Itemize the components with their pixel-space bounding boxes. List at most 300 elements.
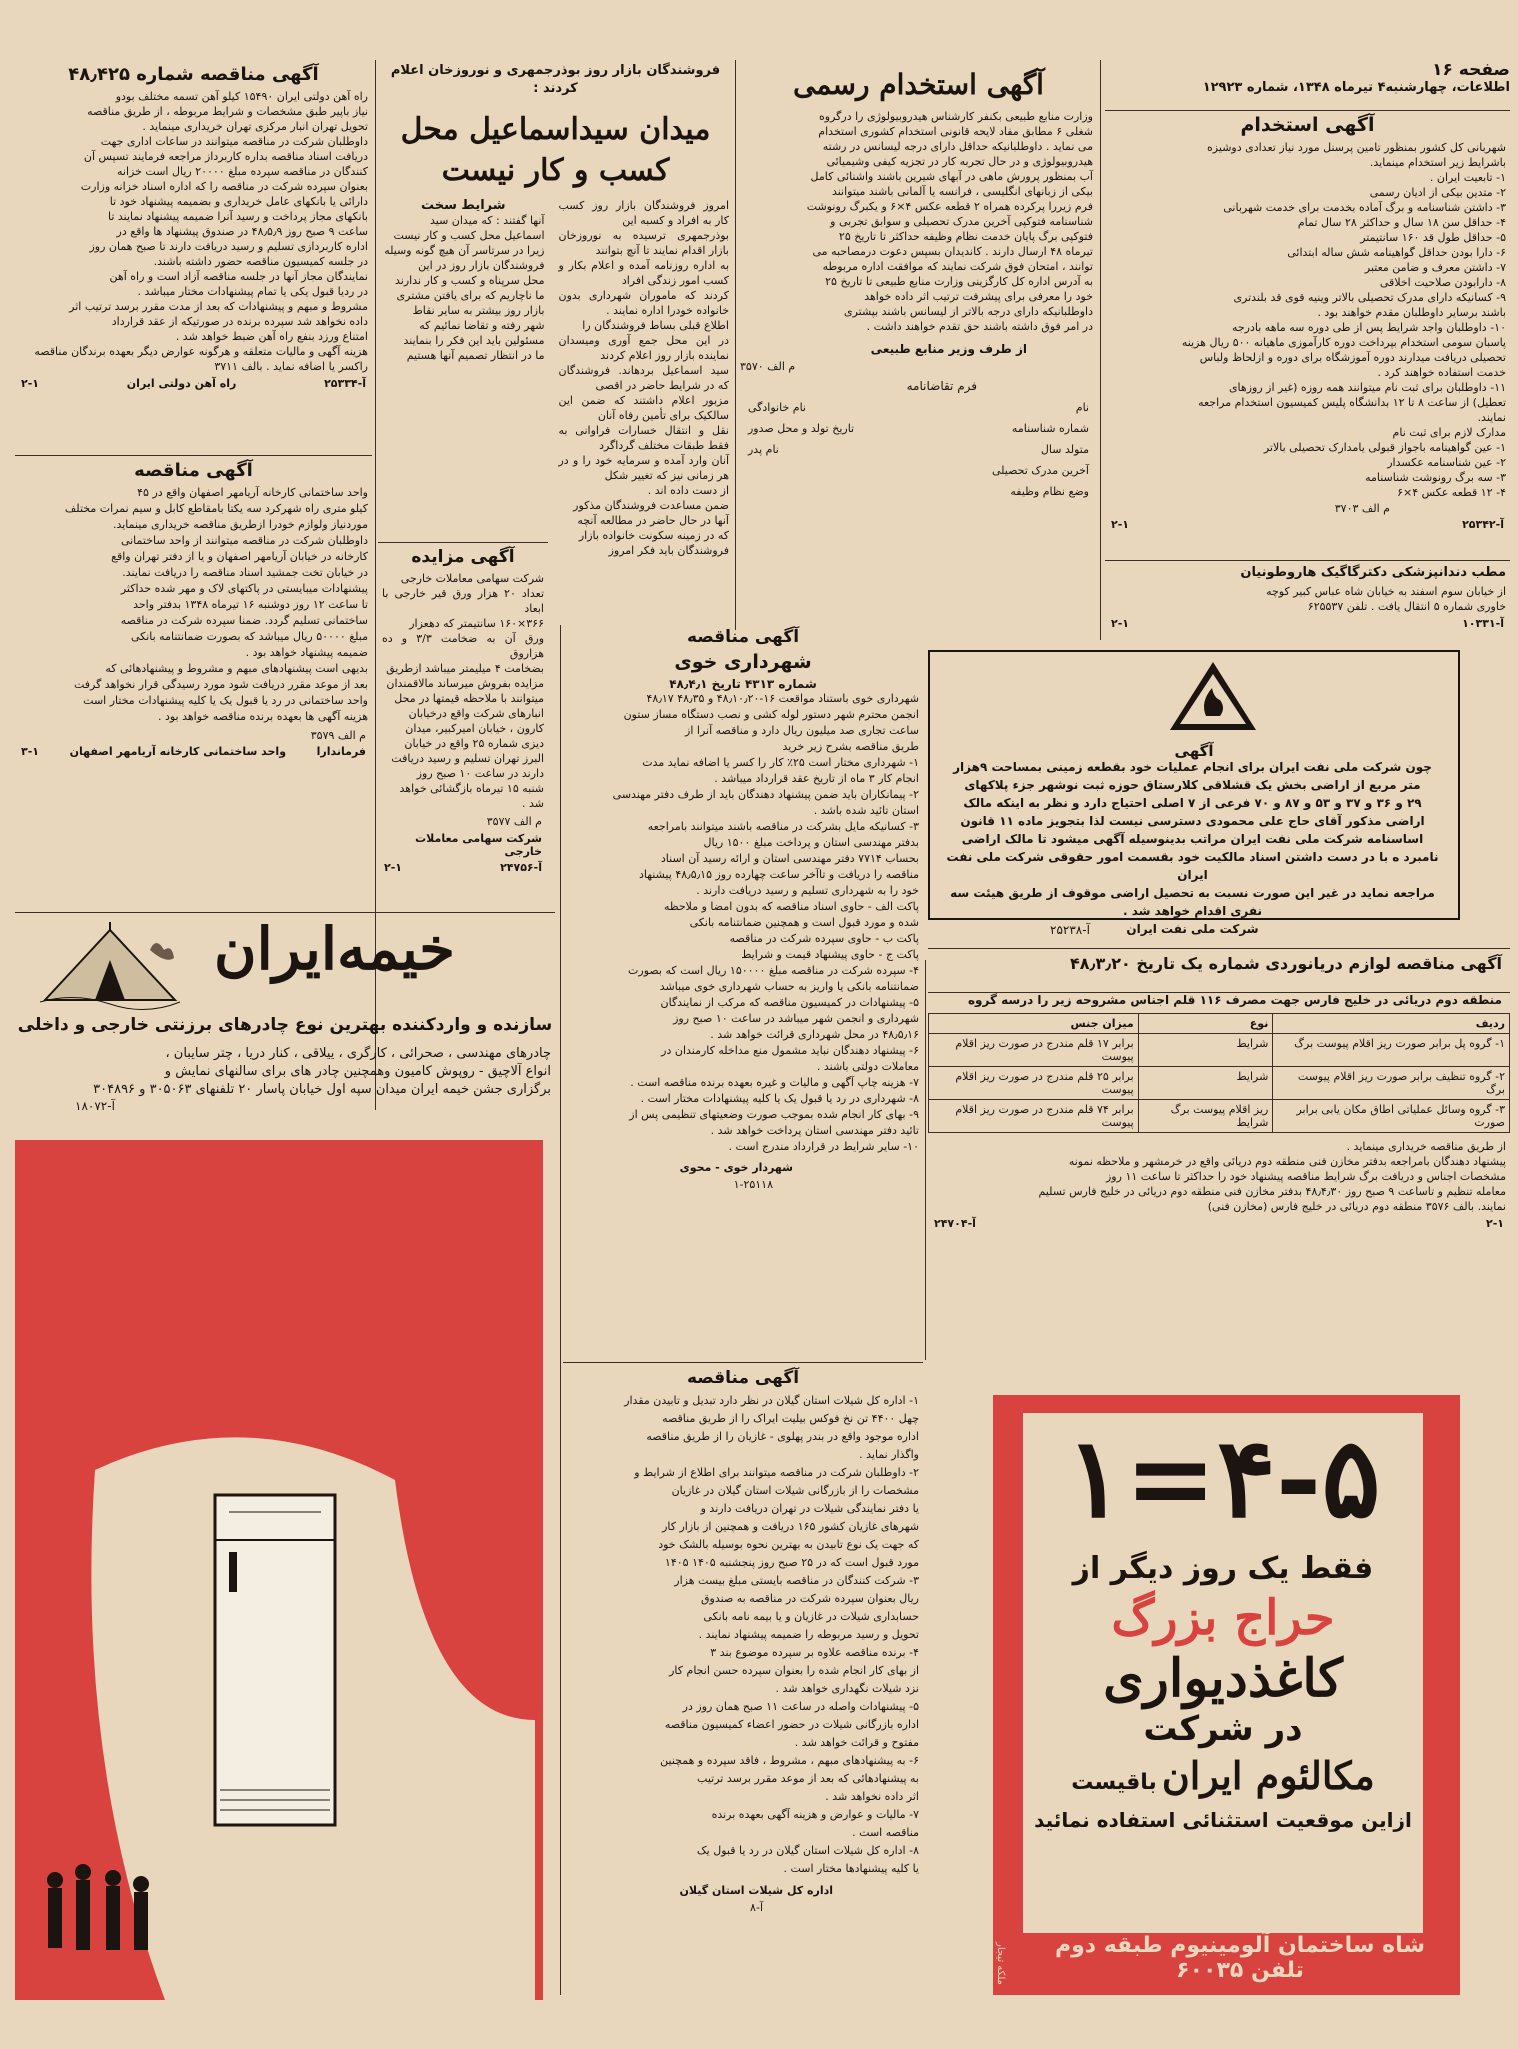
- table-header-cell: ردیف: [1273, 1014, 1510, 1034]
- gilan-line: به پیشنهادهائی که بعد از موعد مقرر برسد ترتیب: [697, 1772, 919, 1785]
- sale-line-2: حراج بزرگ: [1111, 1590, 1335, 1646]
- khoy-code: ۱-۲۵۱۱۸: [733, 1178, 773, 1191]
- official-hire-line: فتوکپی برگ پایان خدمت نظام وظیفه حداکثر تا تاریخ ۲۵: [838, 230, 1093, 243]
- hire-ad-line: خدمت استفاده خواهند کرد .: [1377, 366, 1506, 379]
- table-cell: برابر ۷۴ قلم مندرج در صورت ریز اقلام پیوست: [929, 1100, 1139, 1133]
- gilan-line: مناقصه است .: [852, 1826, 919, 1839]
- auction-title: آگهی مزایده: [378, 542, 548, 567]
- hire-ad-line: ۹- کسانیکه دارای مدرک تحصیلی بالاتر وینیه قوی قد بلندتری: [1233, 291, 1506, 304]
- hire-ad-footer-right: آ-۲۵۳۴۲: [1462, 518, 1504, 531]
- page-number: صفحه ۱۶: [1432, 60, 1510, 80]
- form-field-label: آخرین مدرک تحصیلی: [991, 464, 1089, 477]
- oil-company-logo: [1168, 660, 1258, 732]
- tent-line: چادرهای مهندسی ، صحرائی ، کارگری ، ییلاقی ، کنار دریا ، چتر سایبان ،: [165, 1046, 551, 1061]
- gilan-line: از بهای کار انجام شده را بعنوان سپرده حسن انجام کار: [669, 1664, 919, 1677]
- naval-items-table: [928, 1013, 1510, 1133]
- khoy-line: شهرداری خوی باستناد مواقعت ۱۶-۴۸٫۱۰٫۲۰ و ۴۸٫۳۵ ۴۸٫۱۷: [646, 692, 919, 705]
- gilan-line: ریال بعنوان سپرده شرکت در مناقصه به صندوق: [701, 1592, 919, 1605]
- form-field-label: وضع نظام وظیفه: [1010, 485, 1089, 498]
- khoy-line: ضمانتنامه بانکی یا واریز به حساب شهرداری خوی میباشد: [659, 980, 919, 993]
- flame-logo-icon: [1168, 660, 1258, 732]
- form-field-label: نام پدر: [748, 443, 779, 456]
- column-rule-1: [1100, 60, 1101, 640]
- naval-title: آگهی مناقصه لوازم دریانوردی شماره یک تاریخ ۴۸٫۳٫۲۰: [1069, 954, 1502, 973]
- naval-outro-line: از طریق مناقصه خریداری مینماید .: [1346, 1140, 1506, 1153]
- bazaar-line: مسئولین باید این فکر را بنمایند: [403, 334, 545, 347]
- hire-ad-line: ۱- عین گواهینامه باجواز قبولی یامدارک تحصیلی بالاتر: [1263, 441, 1506, 454]
- railway-tender-sign: راه آهن دولتی ایران: [126, 377, 237, 390]
- official-hire-sign: از طرف وزیر منابع طبیعی: [870, 342, 1027, 356]
- naval-footer-left: ۲-۱: [1486, 1217, 1504, 1230]
- hire-ad-natural-resources: [740, 62, 1097, 622]
- railway-tender-line: اداره کاربردازی تسلیم و رسید دریافت دارند تا صبح همان روز: [89, 240, 368, 253]
- bazaar-article: [378, 62, 733, 622]
- khoy-body: [567, 691, 919, 1155]
- table-cell: ۳- گروه وسائل عملیاتی اطاق مکان یابی برابر صورت: [1273, 1100, 1510, 1133]
- oil-notice-body: [935, 758, 1450, 938]
- auction-line: دیزی شماره ۲۵ واقع در خیابان: [404, 737, 544, 750]
- bazaar-line: از دست داده اند .: [647, 484, 729, 497]
- rule: [1105, 560, 1510, 561]
- bazaar-line: آنان وارد آمده و سرمایه خود را و در هر زمانی نیز که تغییر شکل: [558, 454, 729, 482]
- isfahan-tender-sign: واحد ساختمانی کارخانه آریامهر اصفهان: [69, 745, 287, 758]
- hire-ad-police: [1105, 112, 1510, 557]
- sale-side: ملکه تیجار: [995, 1942, 1006, 1985]
- hire-ad-line: ۷- داشتن معرف و ضامن معتبر: [1364, 261, 1506, 274]
- table-row: [929, 1067, 1510, 1100]
- oil-notice-line: چون شرکت ملی نفت ایران برای انجام عملیات خود بقطعه زمینی بمساحت ۹هزار: [953, 760, 1432, 774]
- form-field-label: نام خانوادگی: [748, 401, 806, 414]
- official-hire-line: خود را معرفی برای پیشرفت ترتیب اثر داده خواهد: [864, 290, 1093, 303]
- gilan-line: مورد قبول است که در ۲۵ صبح روز پنجشنبه ۱۴۰۵ ۱۴۰۵: [664, 1556, 919, 1569]
- table-cell: برابر ۱۷ قلم مندرج در صورت ریز اقلام پیوست: [929, 1034, 1139, 1067]
- column-rule-4: [560, 625, 561, 1995]
- oil-notice-line: اراضی مذکور آقای حاج علی محمودی دسترسی نیست لذا بتجویز ماده ۱۱ قانون: [960, 814, 1425, 828]
- khoy-line: ۲- پیمانکاران باید ضمن پیشنهاد دهندگان باید از طرف دفتر مهندسی: [612, 788, 919, 801]
- khoy-line: ۵- پیشنهادات در کمیسیون مناقصه که مرکب از نمایندگان: [660, 996, 919, 1009]
- sale-line-3: کاغذدیواری: [1103, 1648, 1343, 1709]
- header-rule: [1105, 110, 1510, 111]
- auction-line: بضخامت ۴ میلیمتر میباشد ازطریق: [386, 662, 544, 675]
- khoy-line: پاکت ب - حاوی سپرده شرکت در مناقصه: [729, 932, 919, 945]
- isfahan-tender-line: مبلغ ۵۰۰۰۰ ریال میباشد که بصورت ضمانتنامه بانکی: [130, 630, 368, 643]
- railway-tender-line: بعنوان سپرده شرکت در مناقصه را که اداره اسناد خزانه وزارت: [80, 180, 368, 193]
- oil-notice-line: نامبرد ه با در دست داشتن اسناد مالکیت خود بقسمت امور حقوقی شرکت ملی نفت ایران: [946, 850, 1439, 882]
- rule: [15, 912, 555, 913]
- railway-tender-line: امتناع ورزد بنفع راه آهن ضبط خواهد شد .: [175, 330, 368, 343]
- khoy-line: ۱- شهرداری مختار است ۲۵٪ کار را کسر یا اضافه نماید مدت: [642, 756, 919, 769]
- gilan-line: تحویل و رسید مربوطه را ضمیمه پیشنهاد نمایند .: [698, 1628, 919, 1641]
- table-header-row: [929, 1014, 1510, 1034]
- auction-line: تعداد ۲۰ هزار ورق قیر خارجی با ابعاد: [382, 587, 545, 615]
- table-cell: برابر ۲۵ قلم مندرج در صورت ریز اقلام پیوست: [929, 1067, 1139, 1100]
- isfahan-tender-line: کارخانه در خیابان آریامهر اصفهان و یا از دفتر تهران واقع: [111, 550, 368, 563]
- isfahan-tender-footer-left: ۳-۱: [21, 745, 40, 758]
- bazaar-line: اطلاع قبلی بساط فروشندگان را: [582, 319, 729, 332]
- official-hire-line: بیکی از زبانهای انگلیسی ، فرانسه یا آلمانی باشند میتوانند: [831, 185, 1093, 198]
- hire-ad-line: ۸- دارابودن صلاحیت اخلاقی: [1379, 276, 1506, 289]
- naval-outro-line: معامله تنظیم و تاساعت ۹ صبح روز ۴۸٫۴٫۳۰ بدفتر مخازن فنی منطقه دوم دریائی در خلیج فارس تسلیم: [1038, 1185, 1506, 1198]
- rule: [563, 1362, 923, 1363]
- tent-line: برگزاری جشن خیمه ایران میدان سپه اول خیابان پاسار ۲۰ تلفنهای ۳۰۵۰۶۳ و ۳۰۴۸۹۶: [93, 1082, 551, 1097]
- gilan-line: شهرهای غازیان کشور ۱۶۵ دریافت و همچنین از بازار کار: [662, 1520, 919, 1533]
- form-row: [748, 443, 1089, 456]
- railway-tender-line: تحویل تهران انبار مرکزی تهران خریداری مینماید .: [142, 120, 368, 133]
- railway-tender: [15, 62, 372, 452]
- bazaar-headline-1: میدان سیداسماعیل محل: [400, 112, 711, 147]
- application-form: [740, 401, 1097, 498]
- hire-ad-line: ۵- حداقل طول قد ۱۶۰ سانتیمتر: [1360, 231, 1506, 244]
- auction-line: شد .: [522, 797, 544, 810]
- gilan-line: که جهت یک نوع تابیدن به بهترین نحوه بوسیله بالشک خود: [658, 1538, 919, 1551]
- oil-notice-line: شرکت ملی نفت ایران: [1126, 922, 1259, 936]
- hire-ad-line: ۱- تابعیت ایران .: [1429, 171, 1506, 184]
- gilan-line: ۳- شرکت کنندگان در مناقصه بایستی مبلغ بیست هزار: [674, 1574, 919, 1587]
- auction-line: کارون ، خیابان امیرکبیر، میدان: [405, 722, 544, 735]
- bazaar-line: فروشندگان بازار روز در این: [418, 259, 545, 272]
- isfahan-tender-line: بعد از موعد مقرر دریافت شود مورد رسیدگی قرار نخواهد گرفت: [73, 678, 368, 691]
- hire-ad-body: [1109, 140, 1506, 500]
- khoy-line: پاکت ج - حاوی پیشنهاد قیمت و شرایط: [741, 948, 919, 961]
- bazaar-line: آنها در حال حاضر در مطالعه آنچه: [577, 514, 729, 527]
- sale-line-6: ازاین موقعیت استثنائی استفاده نمائید: [1034, 1808, 1412, 1832]
- khoy-line: طریق مناقصه بشرح زیر خرید: [782, 740, 919, 753]
- khoy-line: ۴- سپرده شرکت در مناقصه مبلغ ۱۵۰۰۰۰ ریال است که بصورت: [628, 964, 919, 977]
- official-hire-line: وزارت منابع طبیعی بکنفر کارشناس هیدروبیولوژی را درگروه: [819, 110, 1093, 123]
- hire-ad-title: آگهی استخدام: [1240, 114, 1375, 136]
- dentist-ad-footer-left: ۲-۱: [1111, 617, 1129, 630]
- tent-brand: خیمه‌ایران: [214, 915, 455, 983]
- oil-notice-line: اساسنامه شرکت ملی نفت ایران مراتب بدینوسیله آگهی میشود تا مالک اراضی: [961, 832, 1424, 846]
- railway-tender-line: کنندگان در مناقصه سپرده مبلغ ۲۰۰۰۰ ریال است خزانه: [117, 165, 368, 178]
- bazaar-line: به اداره روزنامه آمده و اعلام بکار و کسب امور زندگی افراد: [558, 259, 729, 287]
- gilan-line: یا دفتر نمایندگی شیلات در تهران دریافت دارند و: [700, 1502, 919, 1515]
- khoy-line: انجام کار ۳ ماه از تاریخ عقد قرارداد میباشد .: [714, 772, 919, 785]
- tent-illustration: [35, 920, 185, 1010]
- khoy-title-1: آگهی مناقصه: [686, 627, 800, 647]
- hire-ad-footer-left: ۲-۱: [1111, 518, 1129, 531]
- hire-ad-line: ۲- متدین بیکی از ادیان رسمی: [1369, 186, 1506, 199]
- khoy-line: استان تائید شده باشد .: [813, 804, 919, 817]
- gilan-tender: [563, 1366, 923, 1996]
- form-title: فرم تقاضانامه: [906, 379, 977, 393]
- tent-icon: [35, 920, 185, 1010]
- isfahan-tender-line: تا ساعت ۱۲ روز دوشنبه ۱۶ تیرماه ۱۳۴۸ بدفتر واحد: [133, 598, 368, 611]
- dentist-ad-line-2: خاوری شماره ۵ انتقال یافت . تلفن ۶۲۵۵۳۷: [1307, 600, 1506, 613]
- isfahan-tender-line: واحد ساختمانی در رد یا قبول یک یا کلیه پیشنهادات مختار است: [83, 694, 368, 707]
- hire-ad-line: ۶- دارا بودن حداقل گواهینامه شش ساله ابتدائی: [1287, 246, 1506, 259]
- naval-outro: [932, 1139, 1506, 1214]
- oil-notice-title: آگهی: [1174, 742, 1214, 760]
- official-hire-line: شناسنامه فتوکپی آخرین مدرک تحصیلی و سوابق تجربی و: [830, 215, 1093, 228]
- column-rule-2: [735, 60, 736, 630]
- auction-code: م الف ۳۵۷۷: [486, 815, 542, 828]
- railway-tender-line: راه آهن دولتی ایران ۱۵۴۹۰ کیلو آهن تسمه مختلف بودو: [115, 90, 368, 103]
- railway-tender-line: داده نخواهد شد سپرده برنده در صورتیکه از عقد قرارداد: [111, 315, 368, 328]
- auction-sign: شرکت سهامی معاملات خارجی: [415, 832, 542, 858]
- isfahan-tender-line: کیلو متری راه شهرکرد سه یکتا بامقاطع کابل و سیم نمرات مختلف: [64, 502, 368, 515]
- gilan-line: یا کلیه پیشنهادها مختار است .: [783, 1862, 919, 1875]
- bazaar-line: شهر رفته و تقاضا نمائیم که: [419, 319, 545, 332]
- table-header-cell: نوع: [1138, 1014, 1273, 1034]
- hire-ad-line: مدارک لازم برای ثبت نام: [1392, 426, 1506, 439]
- isfahan-tender-title: آگهی مناقصه: [134, 460, 253, 481]
- oil-notice-code: آ-۲۵۲۳۸: [1050, 923, 1090, 937]
- bazaar-line: سید اسماعیل بردهاند. فروشندگان که در شرایط حاضر در اقصی: [558, 364, 729, 392]
- bazaar-line: آنها گفتند : که میدان سید: [429, 214, 545, 227]
- table-cell: ۱- گروه پل برابر صورت ریز اقلام پیوست برگ: [1273, 1034, 1510, 1067]
- tent-code: آ-۱۸۰۷۲: [75, 1099, 115, 1113]
- fridge-ad: [15, 1140, 543, 2000]
- gilan-line: نزد شیلات نگهداری خواهد شد .: [775, 1682, 919, 1695]
- dentist-ad-line-1: از خیابان سوم اسفند به خیابان شاه عباس کبیر کوچه: [1266, 585, 1506, 598]
- gilan-title: آگهی مناقصه: [686, 1368, 800, 1388]
- form-field-label: شماره شناسنامه: [1011, 422, 1089, 435]
- khoy-line: ساعت تجاری صد میلیون ریال دارد و مناقصه آنرا از: [685, 724, 919, 737]
- hire-ad-line: نمایند.: [1477, 411, 1506, 424]
- issue-info: اطلاعات، چهارشنبه۴ تیرماه ۱۳۴۸، شماره ۱۲۹۲۳: [1202, 80, 1510, 95]
- gilan-line: ۱- اداره کل شیلات استان گیلان در نظر دارد تبدیل و تابیدن مقدار: [624, 1394, 919, 1407]
- isfahan-tender-line: بدیهی است پیشنهادهای مبهم و مشروط و پیشنهادهائی که: [105, 662, 368, 675]
- railway-tender-line: مشروط و مبهم و پیشنهادات که بعد از مدت مقرر برسد ترتیب اثر: [69, 300, 368, 313]
- official-hire-body: [744, 109, 1093, 334]
- column-rule-5: [925, 960, 926, 1360]
- auction-line: انبارهای شرکت واقع درخیابان: [408, 707, 544, 720]
- hire-ad-line: تحصیلی دریافت میدارند دوره آموزشگاه برای دوره و ازلحاظ ولباس: [1199, 351, 1506, 364]
- gilan-line: مشخصات را از بازرگانی شیلات استان گیلان در غازیان: [671, 1484, 919, 1497]
- auction-line: ۳۶۶×۱۶۰ سانتیمتر که دهعزار: [409, 617, 544, 630]
- naval-outro-line: پیشنهاد دهندگان بامراجعه بدفتر مخازن فنی منطقه دوم دریائی واقع در خرمشهر و ملاحظه نمونه: [1068, 1155, 1506, 1168]
- naval-outro-line: نمایند. بالف ۳۵۷۶ منطقه دوم دریائی در خلیج فارس (مخازن فنی): [1207, 1200, 1506, 1213]
- khoy-line: بحساب ۷۷۱۴ دفتر مهندسی استان و ارائه رسید آن اسناد: [660, 852, 919, 865]
- gilan-line: مفتوح و قرائت خواهد شد .: [794, 1736, 919, 1749]
- bazaar-line: محل سرپناه و کسب و کار ندارند: [395, 274, 545, 287]
- hire-ad-line: باشند برسایر داوطلبان مقدم خواهند بود .: [1317, 306, 1506, 319]
- gilan-sign: اداره کل شیلات استان گیلان: [679, 1884, 833, 1897]
- oil-notice-line: ۲۹ و ۳۶ و ۳۷ و ۵۳ و ۸۷ و ۷۰ فرعی از ۷ اصلی احتیاج دارد و نظر به اینکه مالک: [963, 796, 1422, 810]
- tent-tagline: سازنده و واردکننده بهترین نوع چادرهای برزنتی خارجی و داخلی: [17, 1015, 553, 1035]
- bazaar-line: بوذرجمهری ترسیده به نوروزخان بازار اقدام نمایند تا آنچ بتوانند: [558, 229, 729, 257]
- naval-tender: [928, 952, 1510, 1352]
- gilan-line: حسابداری شیلات در غازیان و یا بیمه نامه بانکی: [703, 1610, 919, 1623]
- railway-tender-line: راکسر یا اضافه نماید . بالف ۳۷۱۱: [214, 360, 368, 373]
- hire-ad-line: ۴- حداقل سن ۱۸ سال و حداکثر ۲۸ سال تمام: [1297, 216, 1506, 229]
- auction-footer-right: آ-۲۴۷۵۶: [500, 861, 542, 874]
- tent-ad: [15, 915, 555, 1115]
- hire-ad-line: ۳- داشتن شناسنامه و برگ آماده بخدمت برای خدمت شهربانی: [1223, 201, 1506, 214]
- isfahan-tender-line: موردنیاز ولوازم خودرا ازطریق مناقصه خریداری مینماید.: [112, 518, 368, 531]
- gilan-line: ۷- مالیات و عوارض و هزینه آگهی بعهده برنده: [711, 1808, 919, 1821]
- hire-ad-line: پاسبان سومی استخدام بپرداخت دوره کارآموزی ماهیانه ۵۰۰ ریال هزینه: [1181, 336, 1506, 349]
- dentist-ad: [1105, 563, 1510, 638]
- form-row: [748, 464, 1089, 477]
- gilan-line: اداره موجود واقع در بندر پهلوی - غازیان را از طریق مناقصه: [646, 1430, 919, 1443]
- hire-ad-line: تعطیل) از ساعت ۸ تا ۱۲ بدانشگاه پلیس کمیسیون استخدام مراجعه: [1198, 396, 1506, 409]
- hire-ad-line: ۲- عین شناسنامه عکسدار: [1387, 456, 1506, 469]
- bazaar-line: ما ناچاریم که برای یافتن مشتری: [396, 289, 545, 302]
- isfahan-tender-line: داوطلبان شرکت در مناقصه میتوانند از واحد ساختمانی: [120, 534, 368, 547]
- bazaar-line: زیرا در سرتاسر آن هیچ گونه وسیله: [384, 244, 545, 257]
- official-hire-line: توانند ، امتحان فوق شرکت نمایند که موافقت اداره مربوطه: [822, 260, 1093, 273]
- isfahan-tender-footer-right: فرماندارا: [316, 745, 366, 758]
- page-header: [1100, 60, 1510, 110]
- railway-tender-line: بانکهای مجاز پرداخت و رسید آنرا ضمیمه پیشنهاد نمایند تا: [107, 210, 368, 223]
- sale-inner: [1023, 1413, 1423, 1933]
- dentist-ad-footer-right: آ-۱۰۳۳۱: [1462, 617, 1504, 630]
- hire-ad-line: باشرایط زیر استخدام مینماید.: [1369, 156, 1506, 169]
- auction-body: [382, 571, 544, 811]
- table-row: [929, 1100, 1510, 1133]
- hire-ad-line: ۱۱- داوطلبان برای ثبت نام میتوانند همه روزه (غیر از روزهای: [1228, 381, 1506, 394]
- sale-big-number: ۱=۴-۵: [1065, 1413, 1381, 1542]
- bazaar-line: کردند که ماموران شهرداری بدون خانواده خودرا اداره نمایند .: [558, 289, 729, 317]
- railway-tender-line: دارائی یا بانکهای عامل خریداری و بضمیمه پیشنهاد خود تا: [109, 195, 368, 208]
- official-hire-title: آگهی استخدام رسمی: [793, 68, 1044, 101]
- khoy-line: ۹- بهای کار انجام شده بموجب صورت وضعیتهای تنظیمی پس از: [629, 1108, 919, 1121]
- auction-line: میتوانند با ملاحظه قیمتها در محل: [394, 692, 544, 705]
- bazaar-body: [559, 198, 730, 558]
- official-hire-line: هیدروبیولوژی و در حال تجربه کار در تجزیه کیفی وشیمیائی: [826, 155, 1093, 168]
- isfahan-tender-line: ضمیمه پیشنهاد خواهد بود .: [245, 646, 368, 659]
- isfahan-tender-line: واحد ساختمانی کارخانه آریامهر اصفهان واقع در ۴۵: [137, 486, 368, 499]
- khoy-line: خود را به شهرداری تسلیم و رسید دریافت دارند .: [696, 884, 919, 897]
- hire-ad-line: ۳- سه برگ رونوشت شناسنامه: [1365, 471, 1506, 484]
- table-cell: شرایط: [1138, 1067, 1273, 1100]
- auction-line: مزایده بفروش میرساند مالاقمندان: [386, 677, 544, 690]
- tent-line: انواع آلاچیق - روپوش کامیون وهمچنین چادر های برای سالنهای نمایش و: [164, 1064, 551, 1079]
- khoy-line: ۱۰- سایر شرایط در قرارداد مندرج است .: [728, 1140, 919, 1153]
- railway-tender-body: [19, 89, 368, 374]
- naval-outro-line: مشخصات اجناس و دریافت برگ شرایط مناقصه پیشنهاد خود را حداکثر تا ساعت ۱۱ روز: [1106, 1170, 1506, 1183]
- oil-notice-line: نفری اقدام خواهد شد .: [1123, 904, 1262, 918]
- bazaar-line: در این محل جمع آوری ومیسدان نماینده بازار روز اعلام کردند: [558, 334, 729, 362]
- railway-tender-line: هزینه آگهی و مالیات متعلقه و هرگونه عوارض دیگر بعهده برندگان مناقصه: [34, 345, 368, 358]
- khoy-tender: [563, 625, 923, 1390]
- isfahan-tender-line: ساختمانی تسلیم گردد. ضمنا سپرده شرکت در مناقصه: [120, 614, 368, 627]
- bazaar-line: امروز فروشندگان بازار روز کسب کار به افراد و کسبه این: [558, 199, 729, 227]
- railway-tender-footer-right: آ-۲۵۳۳۴: [324, 377, 366, 390]
- official-hire-line: داوطلبانیکه دارای درجه بالاتر از لیسانس باشند بپشتری: [843, 305, 1093, 318]
- sale-line-5b: باقیست: [1071, 1770, 1157, 1795]
- isfahan-tender-code: م الف ۳۵۷۹: [310, 729, 366, 742]
- gilan-line: چهل ۴۴۰۰ تن نخ فوکس بیلیت ایراک را از طریق مناقصه: [662, 1412, 919, 1425]
- railway-tender-line: نیاز باپیر طبق مشخصات و شرایط مربوطه ، از طریق مناقصه: [87, 105, 368, 118]
- oil-notice-line: متر مربع از اراضی بخش یک قشلاقی کلارستاق حوزه ثبت نوشهر جزء پلاکهای: [964, 778, 1421, 792]
- official-hire-line: به آدرس اداره کل کارگزینی وزارت منابع طبیعی تا تاریخ ۲۵: [825, 275, 1093, 288]
- bazaar-line: نقل و انتقال خسارات فراوانی به فقط طبقات مختلف گرداگرد: [558, 424, 729, 452]
- form-row: [748, 422, 1089, 435]
- khoy-line: شده و مورد قبول است و همچنین ضمانتنامه بانکی: [689, 916, 919, 929]
- gilan-line: واگذار نماید .: [859, 1448, 919, 1461]
- gilan-line: اثر داده نخواهد شد .: [825, 1790, 919, 1803]
- rule: [15, 455, 372, 456]
- rule: [928, 992, 1510, 993]
- khoy-line: ۳- کسانیکه مایل بشرکت در مناقصه باشند میتوانند بامراجعه: [647, 820, 919, 833]
- isfahan-tender-line: پیشنهادات میبایستی در پاکتهای لاک و مهر شده حداکثر: [120, 582, 368, 595]
- isfahan-tender-line: در خیابان تخت جمشید اسناد مناقصه را دریافت نمایند.: [122, 566, 368, 579]
- sale-line-4: در شرکت: [1143, 1709, 1303, 1749]
- tent-body: [16, 1045, 551, 1099]
- auction-line: شرکت سهامی معاملات خارجی: [400, 572, 544, 585]
- railway-tender-line: در جلسه کمیسیون مناقصه حضور داشته باشند.: [153, 255, 368, 268]
- railway-tender-line: دریافت اسناد مناقصه بداره کاربرداز مراجعه فرمایند تسپس آن: [83, 150, 368, 163]
- hire-ad-line: ۱۰- داوطلبان واجد شرایط پس از طی دوره سه ماهه بادرجه: [1231, 321, 1506, 334]
- khoy-line: مناقصه را دریافت و تاآخر ساعت چهارده روز ۴۸٫۵٫۱۵ پیشنهاد: [638, 868, 919, 881]
- bazaar-line: فروشندگان باید فکر امروز: [608, 544, 729, 557]
- railway-tender-title: آگهی مناقصه شماره ۴۸٫۴۲۵: [68, 64, 319, 85]
- auction-line: شنبه ۱۵ تیرماه بازگشائی خواهد: [399, 782, 544, 795]
- official-hire-line: می نماید . داوطلبانیکه حداقل دارای درجه لیسانس در رشته: [822, 140, 1093, 153]
- form-field-label: نام: [1075, 401, 1089, 414]
- official-hire-line: شغلی ۶ مطابق مفاد لایحه قانونی استخدام کشوری استخدام: [818, 125, 1093, 138]
- khoy-number: شماره ۴۳۱۳ تاریخ ۴۸٫۴٫۱: [669, 677, 817, 691]
- sale-address: شاه ساختمان آلومینیوم طبقه دوم تلفن ۶۰۰۳۵: [1054, 1933, 1426, 1983]
- gilan-body: [567, 1392, 919, 1878]
- khoy-line: ۴۸٫۵٫۱۶ در محل شهرداری قرائت خواهد شد .: [710, 1028, 919, 1041]
- gilan-line: ۶- به پیشنهادهای مبهم ، مشروط ، فاقد سپرده و همچنین: [660, 1754, 919, 1767]
- oil-notice-line: مراجعه نماید در غیر این صورت نسبت به تحصیل اراضی موقوف از طریق هیئت سه: [950, 886, 1435, 900]
- fridge-illustration: [15, 1140, 543, 2000]
- gilan-line: اداره بازرگانی شیلات در حضور اعضاء کمیسیون مناقصه: [664, 1718, 919, 1731]
- khoy-line: پاکت الف - حاوی اسناد مناقصه که بدون امضا و ملاحظه: [663, 900, 919, 913]
- bazaar-line: مزبور اعلام داشتند که ضمن این سالکیک برای تأمین رفاه آنان: [558, 394, 729, 422]
- bazaar-line: ما در انتظار تصمیم آنها هستیم: [406, 349, 545, 362]
- table-row: [929, 1034, 1510, 1067]
- table-cell: ریز اقلام پیوست برگ شرایط: [1138, 1100, 1273, 1133]
- gilan-line: ۲- داوطلبان شرکت در مناقصه میتوانند برای اطلاع از شرایط و: [634, 1466, 919, 1479]
- wallpaper-sale-ad: [993, 1395, 1460, 1995]
- hire-ad-code: م الف ۳۷۰۳: [1334, 502, 1390, 515]
- khoy-line: شهرداری و انجمن شهر میباشد در ساعت ۱۰ صبح روز: [673, 1012, 919, 1025]
- form-row: [748, 401, 1089, 414]
- hire-ad-line: شهربانی کل کشور بمنظور تامین پرسنل مورد نیاز تعدادی دوشیزه: [1207, 141, 1506, 154]
- khoy-title-2: شهرداری خوی: [674, 651, 812, 673]
- bazaar-line: اسماعیل محل کسب و کار نیست: [393, 229, 545, 242]
- form-row: [748, 485, 1089, 498]
- khoy-line: انجمن محترم شهر دستور لوله کشی و نصب دستگاه مساز ستون: [623, 708, 919, 721]
- isfahan-tender-line: هزینه آگهی ها بعهده برنده مناقصه خواهد بود .: [157, 710, 368, 723]
- auction-ad: [378, 540, 548, 960]
- railway-tender-footer-left: ۲-۱: [21, 377, 40, 390]
- gilan-line: ۴- برنده مناقصه علاوه بر سپرده موضوع بند ۳: [710, 1646, 919, 1659]
- auction-line: البرز تهران تسلیم و رسید دریافت: [391, 752, 544, 765]
- sale-line-1: فقط یک روز دیگر از: [1072, 1551, 1374, 1586]
- rule: [928, 948, 1510, 949]
- railway-tender-line: داوطلبان شرکت در مناقصه میتوانند در ساعات اداری جهت: [100, 135, 368, 148]
- sale-line-5: مکالئوم ایران: [1161, 1753, 1375, 1798]
- bazaar-line: بازار روز بیشتر به سایر نقاط: [412, 304, 545, 317]
- form-field-label: تاریخ تولد و محل صدور: [748, 422, 855, 435]
- official-hire-code: م الف ۳۵۷۰: [740, 360, 796, 373]
- bazaar-kicker: فروشندگان بازار روز بوذرجمهری و نوروزخان اعلام کردند :: [390, 63, 721, 96]
- khoy-line: معاملات دولتی باشند .: [816, 1060, 919, 1073]
- hire-ad-line: ۴- ۱۲ قطعه عکس ۴×۶: [1397, 486, 1506, 499]
- bazaar-headline-2: کسب و کار نیست: [441, 153, 670, 188]
- isfahan-tender: [15, 458, 372, 908]
- isfahan-tender-body: [19, 485, 368, 725]
- table-header-cell: میزان جنس: [929, 1014, 1139, 1034]
- bazaar-subhead: شرایط سخت: [420, 198, 506, 213]
- gilan-code: آ-۸: [750, 1901, 763, 1914]
- railway-tender-line: در ردیا قبول یکی یا تمام پیشنهادات مختار میباشد .: [137, 285, 368, 298]
- naval-intro: منطقه دوم دریائی در خلیج فارس جهت مصرف ۱۱۶ قلم اجناس مشروحه زیر را درسه گروه: [967, 993, 1502, 1007]
- naval-footer-right: آ-۲۴۷۰۴: [934, 1217, 976, 1230]
- bazaar-line: ضمن مساعدت فروشندگان مذکور: [573, 499, 729, 512]
- form-field-label: متولد سال: [1040, 443, 1089, 456]
- table-cell: ۲- گروه تنظیف برابر صورت ریز اقلام پیوست برگ: [1273, 1067, 1510, 1100]
- railway-tender-line: ساعت ۹ صبح روز ۴۸٫۵٫۹ در صندوق پیشنهاد ها واقع در: [116, 225, 368, 238]
- auction-line: دارند در ساعت ۱۰ صبح روز: [416, 767, 544, 780]
